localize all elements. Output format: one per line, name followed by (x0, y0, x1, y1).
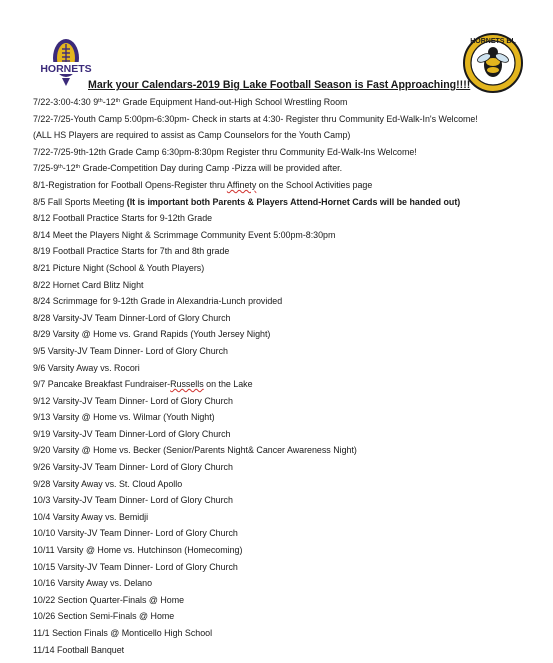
event-text: 10/3 Varsity-JV Team Dinner- Lord of Glory Church (33, 495, 233, 506)
event-item (33, 542, 533, 559)
event-item (33, 393, 533, 410)
event-item (33, 409, 533, 426)
event-text: 8/22 Hornet Card Blitz Night (33, 279, 144, 290)
event-text: -12 (102, 97, 116, 107)
event-text: 7/22-7/25-9th-12th Grade Camp 6:30pm-8:30pm Register thru Community Ed-Walk-Ins Welcome! (33, 146, 417, 157)
event-item (33, 94, 533, 111)
event-item (33, 642, 533, 659)
page-title: Mark your Calendars-2019 Big Lake Football Season is Fast Approaching!!!! (88, 79, 471, 91)
event-text: 7/22-3:00-4:30 9 (33, 97, 99, 107)
event-text: 8/19 Football Practice Starts for 7th and 8th grade (33, 246, 230, 257)
document-header (0, 0, 553, 96)
event-text: 8/24 Scrimmage for 9-12th Grade in Alexandria-Lunch provided (33, 296, 283, 307)
event-item (33, 559, 533, 576)
event-item (33, 360, 533, 377)
event-text: (ALL HS Players are required to assist as Camp Counselors for the Youth Camp) (33, 130, 351, 141)
event-text: on the School Activities page (256, 179, 373, 190)
event-item (33, 210, 533, 227)
event-item (33, 476, 533, 493)
event-text: 8/29 Varsity @ Home vs. Grand Rapids (Youth Jersey Night) (33, 329, 271, 340)
event-text: 9/12 Varsity-JV Team Dinner- Lord of Glory Church (33, 395, 233, 406)
ordinal-suffix: th (58, 164, 63, 171)
event-item (33, 442, 533, 459)
event-text: 9/26 Varsity-JV Team Dinner- Lord of Glory Church (33, 462, 233, 473)
event-text: Grade-Competition Day during Camp -Pizza will be provided after. (80, 163, 343, 174)
event-item (33, 575, 533, 592)
event-item (33, 592, 533, 609)
event-item (33, 144, 533, 161)
logo-left-label: HORNETS (40, 63, 92, 75)
event-text: 8/5 Fall Sports Meeting (33, 196, 127, 207)
event-item (33, 260, 533, 277)
event-item (33, 177, 533, 194)
event-text: 8/21 Picture Night (School & Youth Players) (33, 262, 205, 273)
ordinal-suffix: th (115, 98, 121, 104)
event-item (33, 525, 533, 542)
event-item (33, 326, 533, 343)
event-item (33, 194, 533, 211)
event-text: 8/12 Football Practice Starts for 9-12th Grade (33, 213, 213, 224)
event-text: on the Lake (203, 379, 253, 390)
hornets-football-logo (38, 38, 94, 88)
event-emphasis: (It is important both Parents & Players Attend-Hornet Cards will be handed out) (126, 196, 461, 207)
event-text: 11/1 Section Finals @ Monticello High School (33, 628, 213, 638)
event-text: 10/10 Varsity-JV Team Dinner- Lord of Glory Church (33, 528, 238, 539)
event-item (33, 608, 533, 625)
event-text: 7/22-7/25-Youth Camp 5:00pm-6:30pm- Check in starts at 4:30- Register thru Community Ed-Walk-In's Welcome! (33, 113, 478, 124)
event-item (33, 160, 533, 177)
event-text: 10/11 Varsity @ Home vs. Hutchinson (Homecoming) (33, 545, 243, 556)
spellcheck-word: Affinety (226, 179, 257, 190)
spellcheck-word: Russells (170, 379, 204, 390)
event-item (33, 426, 533, 443)
ordinal-suffix: th (98, 98, 103, 104)
event-text: 9/7 Pancake Breakfast Fundraiser- (33, 379, 171, 390)
event-item (33, 625, 533, 642)
event-text: 11/14 Football Banquet (33, 644, 125, 655)
event-text: 8/14 Meet the Players Night & Scrimmage Community Event 5:00pm-8:30pm (33, 229, 336, 240)
event-item (33, 376, 533, 393)
event-item (33, 459, 533, 476)
event-text: 10/4 Varsity Away vs. Bemidji (33, 511, 149, 522)
event-item (33, 227, 533, 244)
event-text: Grade Equipment Hand-out-High School Wrestling Room (120, 97, 348, 107)
event-list (33, 94, 533, 658)
event-item (33, 127, 533, 144)
event-text: 9/5 Varsity-JV Team Dinner- Lord of Glory Church (33, 345, 228, 356)
event-item (33, 243, 533, 260)
event-item (33, 293, 533, 310)
event-item (33, 310, 533, 327)
logo-right-label: HORNETS BL (470, 38, 516, 45)
event-text: 9/6 Varsity Away vs. Rocori (33, 362, 140, 373)
event-text: 7/25-9 (33, 163, 59, 174)
event-item (33, 492, 533, 509)
event-text: 8/1-Registration for Football Opens-Register thru (33, 179, 227, 190)
event-item (33, 509, 533, 526)
event-item (33, 343, 533, 360)
event-text: 9/28 Varsity Away vs. St. Cloud Apollo (33, 478, 183, 489)
ordinal-suffix: th (75, 164, 81, 171)
event-text: -12 (62, 163, 76, 174)
event-text: 8/28 Varsity-JV Team Dinner-Lord of Glory Church (33, 312, 231, 323)
event-text: 10/26 Section Semi-Finals @ Home (33, 611, 175, 622)
event-text: 10/22 Section Quarter-Finals @ Home (33, 594, 185, 605)
event-text: 9/13 Varsity @ Home vs. Wilmar (Youth Night) (33, 412, 215, 423)
event-text: 9/20 Varsity @ Home vs. Becker (Senior/Parents Night& Cancer Awareness Night) (33, 445, 357, 456)
event-text: 9/19 Varsity-JV Team Dinner-Lord of Glory Church (33, 428, 231, 439)
event-text: 10/16 Varsity Away vs. Delano (33, 578, 153, 589)
event-item (33, 111, 533, 128)
event-text: 10/15 Varsity-JV Team Dinner- Lord of Glory Church (33, 561, 238, 572)
event-item (33, 277, 533, 294)
